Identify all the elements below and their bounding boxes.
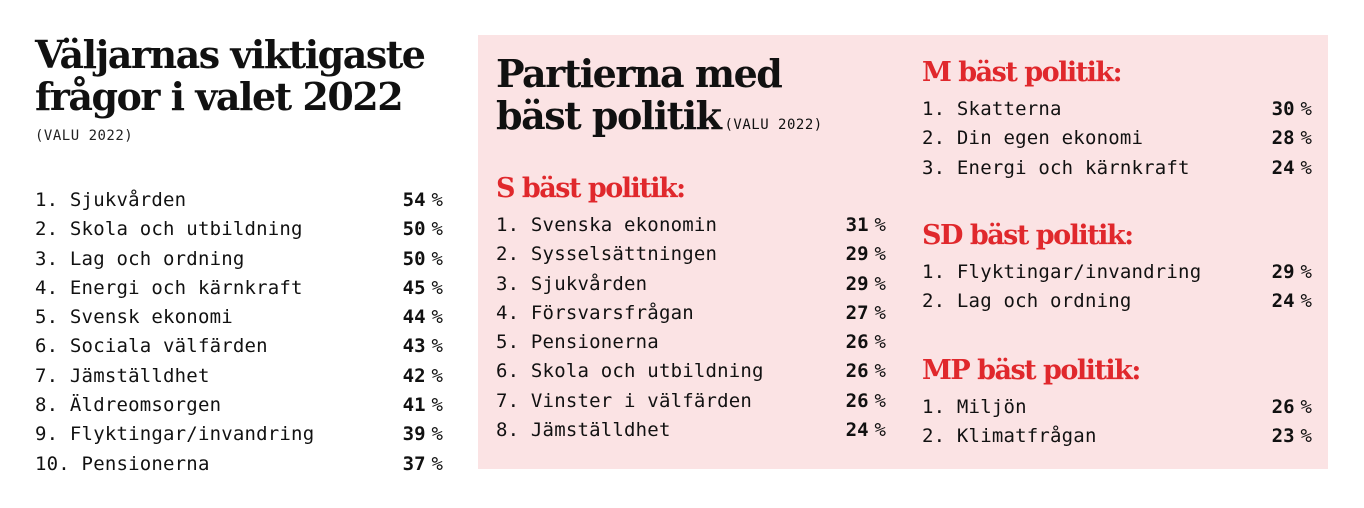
item-value-number: 54	[402, 189, 426, 211]
item-label: 5. Pensionerna	[496, 331, 659, 354]
item-label: 6. Skola och utbildning	[496, 360, 764, 383]
item-label: 6. Sociala välfärden	[35, 335, 268, 358]
item-label: 2. Din egen ekonomi	[922, 127, 1144, 150]
voters-issues-title-line2: frågor i valet 2022	[35, 74, 403, 119]
voters-issues-panel	[35, 32, 445, 475]
item-value-number: 45	[402, 276, 426, 299]
item-value-unit: %	[874, 331, 886, 354]
item-value-number: 30	[1271, 98, 1295, 120]
item-value-number: 26	[845, 360, 869, 383]
item-value-number: 41	[402, 394, 426, 417]
item-value-number: 26	[1271, 396, 1295, 418]
item-value-unit: %	[1300, 396, 1312, 418]
item-value-number: 29	[845, 243, 869, 266]
parties-title-line2: bäst politik	[496, 93, 721, 138]
item-value	[403, 186, 443, 215]
item-value-unit: %	[874, 272, 886, 295]
item-value-number: 23	[1271, 425, 1295, 448]
item-value-unit: %	[1300, 290, 1312, 313]
item-value-unit: %	[431, 364, 443, 387]
list-item	[922, 258, 1312, 287]
item-value-unit: %	[431, 218, 443, 241]
item-value-number: 26	[845, 331, 869, 354]
list-item	[922, 393, 1312, 422]
item-label: 2. Klimatfrågan	[922, 425, 1097, 448]
item-value-unit: %	[1300, 127, 1312, 150]
item-value-unit: %	[1300, 156, 1312, 179]
list-item	[35, 420, 443, 449]
parties-title	[496, 53, 856, 146]
item-value-number: 24	[845, 419, 869, 442]
item-value-number: 28	[1271, 127, 1295, 150]
item-value-unit: %	[1300, 425, 1312, 448]
list-item	[496, 328, 886, 357]
item-value	[403, 391, 443, 420]
item-value	[1272, 393, 1312, 422]
item-value-number: 39	[402, 423, 426, 446]
item-value-unit: %	[874, 389, 886, 412]
item-value	[403, 303, 443, 332]
item-value-unit: %	[431, 276, 443, 299]
item-value-unit: %	[874, 419, 886, 442]
item-value-unit: %	[1300, 98, 1312, 120]
item-value-number: 43	[402, 335, 426, 358]
party-heading-sd: SD bäst politik:	[922, 220, 1133, 251]
party-block-m	[922, 57, 1312, 183]
item-value-number: 42	[402, 364, 426, 387]
item-label: 2. Sysselsättningen	[496, 243, 718, 266]
item-value-unit: %	[431, 394, 443, 417]
list-item	[35, 303, 443, 332]
list-item	[922, 124, 1312, 153]
item-label: 3. Lag och ordning	[35, 247, 245, 270]
voters-issues-title-line1: Väljarnas viktigaste	[35, 32, 425, 77]
item-value	[1272, 287, 1312, 316]
item-value	[1272, 154, 1312, 183]
item-value-number: 29	[1271, 261, 1295, 283]
party-block-s	[496, 173, 886, 445]
item-value-number: 24	[1271, 290, 1295, 313]
list-item	[35, 332, 443, 361]
party-block-mp	[922, 355, 1312, 452]
list-item	[496, 299, 886, 328]
list-item	[35, 186, 443, 215]
list-item	[922, 154, 1312, 183]
item-value-unit: %	[431, 247, 443, 270]
party-list-mp	[922, 393, 1312, 452]
item-label: 1. Svenska ekonomin	[496, 214, 718, 236]
list-item	[35, 391, 443, 420]
item-value	[403, 245, 443, 274]
item-value-unit: %	[874, 360, 886, 383]
item-label: 1. Flyktingar/invandring	[922, 261, 1202, 283]
list-item	[496, 211, 886, 240]
item-value-number: 26	[845, 389, 869, 412]
item-value	[846, 240, 886, 269]
item-label: 5. Svensk ekonomi	[35, 306, 233, 329]
list-item	[35, 362, 443, 391]
party-heading-m: M bäst politik:	[922, 57, 1122, 88]
item-value-unit: %	[431, 423, 443, 446]
list-item	[35, 274, 443, 303]
voters-issues-source: (VALU 2022)	[35, 128, 134, 144]
item-value-number: 50	[402, 247, 426, 270]
item-value	[846, 211, 886, 240]
list-item	[35, 215, 443, 244]
item-value	[846, 387, 886, 416]
item-label: 7. Vinster i välfärden	[496, 389, 753, 412]
voters-issues-title	[35, 34, 445, 118]
list-item	[35, 245, 443, 274]
item-label: 1. Miljön	[922, 396, 1027, 418]
item-value-number: 27	[845, 301, 869, 324]
item-label: 3. Sjukvården	[496, 272, 648, 295]
list-item	[35, 450, 443, 479]
voters-issues-list	[35, 186, 443, 479]
item-value-unit: %	[431, 335, 443, 358]
list-item	[496, 240, 886, 269]
list-item	[496, 270, 886, 299]
item-value	[846, 416, 886, 445]
item-value-unit: %	[874, 301, 886, 324]
parties-best-policy-panel	[478, 35, 1328, 469]
item-label: 1. Skatterna	[922, 98, 1062, 120]
item-value	[403, 215, 443, 244]
list-item	[922, 422, 1312, 451]
list-item	[922, 95, 1312, 124]
item-value	[846, 357, 886, 386]
item-value-number: 37	[402, 452, 426, 475]
party-heading-s: S bäst politik:	[496, 173, 685, 204]
list-item	[496, 357, 886, 386]
list-item	[496, 416, 886, 445]
item-value-unit: %	[874, 243, 886, 266]
item-label: 4. Försvarsfrågan	[496, 301, 694, 324]
party-list-sd	[922, 258, 1312, 317]
parties-source: (VALU 2022)	[724, 117, 823, 133]
party-block-sd	[922, 220, 1312, 317]
item-label: 8. Jämställdhet	[496, 419, 671, 442]
item-value-unit: %	[431, 306, 443, 329]
party-list-m	[922, 95, 1312, 183]
item-value-number: 29	[845, 272, 869, 295]
item-value-number: 24	[1271, 156, 1295, 179]
item-value	[403, 332, 443, 361]
item-value-unit: %	[1300, 261, 1312, 283]
item-value	[846, 328, 886, 357]
item-value	[1272, 422, 1312, 451]
item-label: 2. Lag och ordning	[922, 290, 1132, 313]
item-label: 4. Energi och kärnkraft	[35, 276, 303, 299]
item-label: 3. Energi och kärnkraft	[922, 156, 1190, 179]
item-value-number: 44	[402, 306, 426, 329]
item-value-number: 31	[845, 214, 869, 236]
item-label: 10. Pensionerna	[35, 452, 210, 475]
item-value-number: 50	[402, 218, 426, 241]
party-list-s	[496, 211, 886, 445]
party-heading-mp: MP bäst politik:	[922, 355, 1140, 386]
item-value	[846, 299, 886, 328]
parties-title-line1: Partierna med	[496, 51, 782, 96]
list-item	[496, 387, 886, 416]
item-value-unit: %	[431, 189, 443, 211]
item-label: 1. Sjukvården	[35, 189, 187, 211]
item-label: 2. Skola och utbildning	[35, 218, 303, 241]
item-value	[1272, 124, 1312, 153]
item-value	[403, 274, 443, 303]
item-value	[1272, 95, 1312, 124]
item-value	[1272, 258, 1312, 287]
item-label: 8. Äldreomsorgen	[35, 394, 222, 417]
item-value	[403, 362, 443, 391]
item-value	[846, 270, 886, 299]
item-value-unit: %	[874, 214, 886, 236]
item-label: 9. Flyktingar/invandring	[35, 423, 315, 446]
item-value	[403, 420, 443, 449]
list-item	[922, 287, 1312, 316]
item-label: 7. Jämställdhet	[35, 364, 210, 387]
item-value-unit: %	[431, 452, 443, 475]
item-value	[403, 450, 443, 479]
